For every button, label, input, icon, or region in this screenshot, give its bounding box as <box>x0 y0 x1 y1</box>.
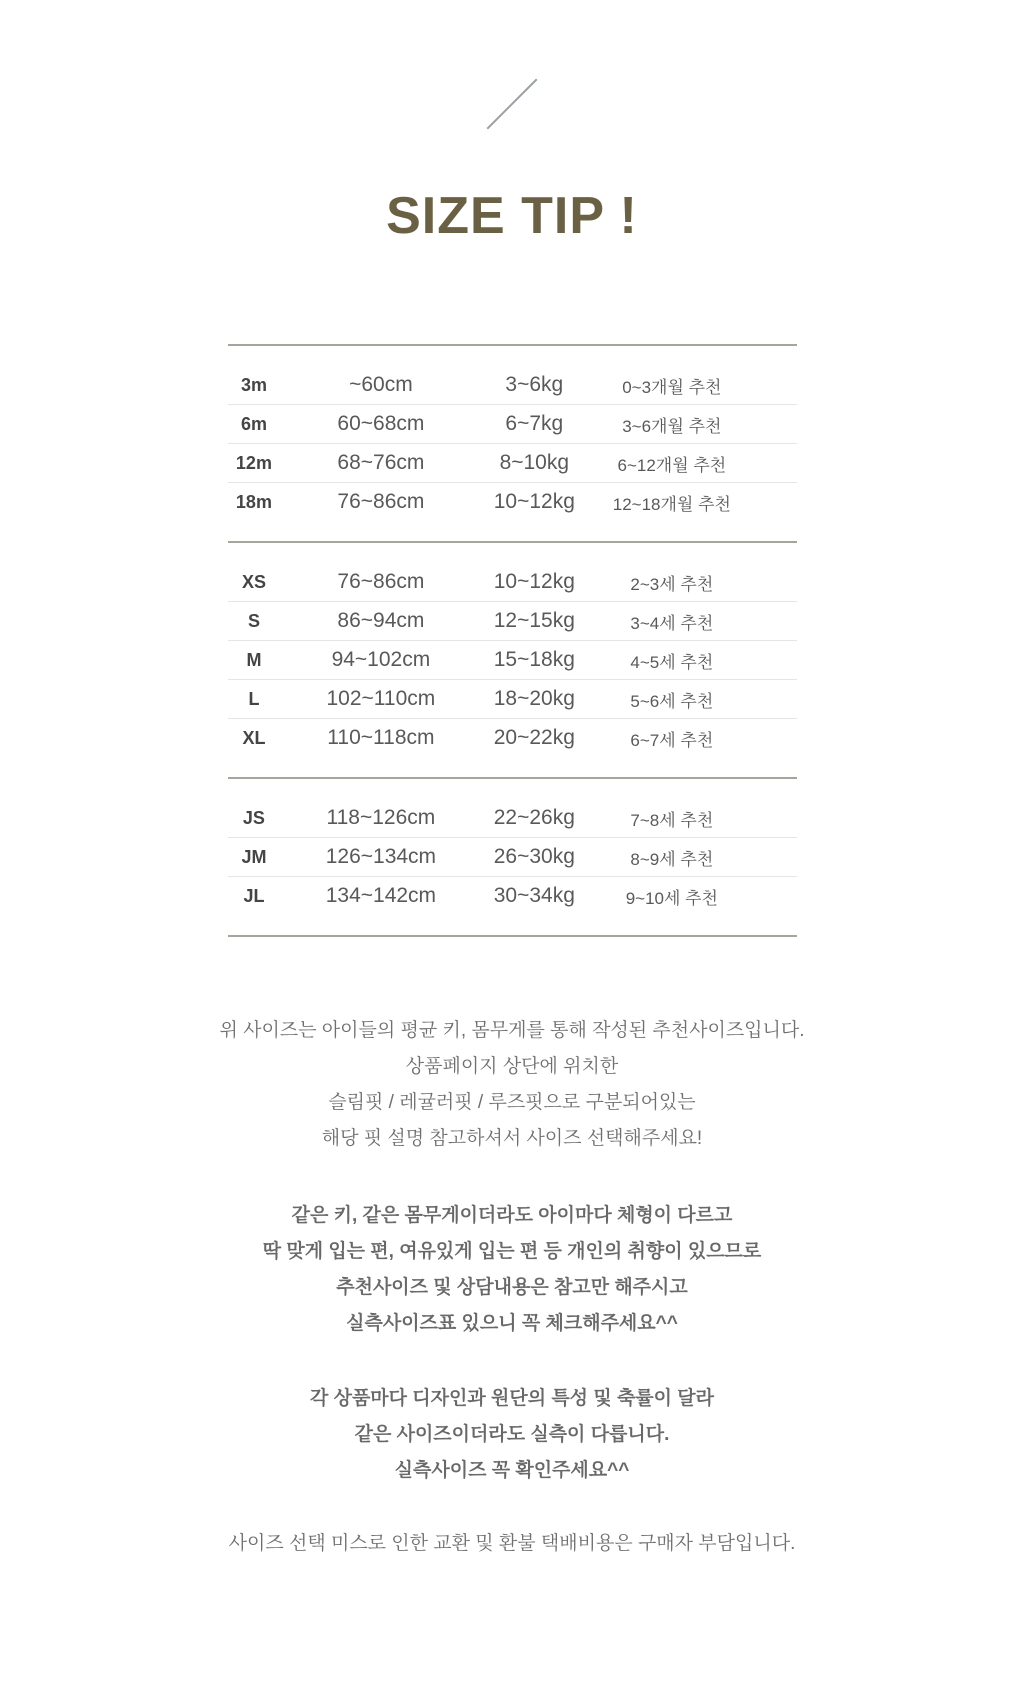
note-line: 같은 사이즈이더라도 실측이 다릅니다. <box>354 1424 670 1445</box>
size-row <box>228 799 797 837</box>
weight-range: 22~26kg <box>493 806 575 829</box>
height-range: 94~102cm <box>331 648 431 671</box>
size-label: S <box>247 610 260 631</box>
size-label: 18m <box>235 491 272 512</box>
note-line: 실측사이즈표 있으니 꼭 체크해주세요^^ <box>346 1313 678 1334</box>
size-label: XL <box>242 727 266 748</box>
size-table <box>228 344 797 937</box>
height-range: 118~126cm <box>326 806 436 829</box>
diagonal-slash-icon <box>0 78 1024 130</box>
size-label: XS <box>241 571 266 592</box>
size-label: JS <box>242 807 265 828</box>
size-row <box>228 443 797 482</box>
size-label: M <box>246 649 262 670</box>
height-range: ~60cm <box>349 373 413 396</box>
age-recommendation: 7~8세 추천 <box>630 810 714 830</box>
weight-range: 15~18kg <box>493 648 575 671</box>
size-row <box>228 640 797 679</box>
size-row <box>228 482 797 521</box>
age-recommendation: 4~5세 추천 <box>630 652 714 672</box>
height-range: 86~94cm <box>337 609 425 632</box>
height-range: 110~118cm <box>327 726 435 749</box>
weight-range: 18~20kg <box>493 687 575 710</box>
size-row <box>228 837 797 876</box>
note-line: 각 상품마다 디자인과 원단의 특성 및 축률이 달라 <box>309 1388 715 1409</box>
weight-range: 6~7kg <box>505 412 564 435</box>
size-row <box>228 601 797 640</box>
note-line: 추천사이즈 및 상담내용은 참고만 해주시고 <box>336 1277 688 1298</box>
height-range: 76~86cm <box>337 490 425 513</box>
weight-range: 30~34kg <box>493 884 575 907</box>
footer-note: 사이즈 선택 미스로 인한 교환 및 환불 택배비용은 구매자 부담입니다. <box>228 1533 796 1554</box>
notes-paragraph-measurement <box>0 1381 1024 1489</box>
note-line: 실측사이즈 꼭 확인주세요^^ <box>394 1460 630 1481</box>
weight-range: 26~30kg <box>493 845 575 868</box>
size-label: L <box>248 688 260 709</box>
size-row <box>228 679 797 718</box>
size-label: 12m <box>235 452 272 473</box>
size-row <box>228 404 797 443</box>
note-line: 해당 핏 설명 참고하셔서 사이즈 선택해주세요! <box>321 1128 703 1149</box>
weight-range: 12~15kg <box>493 609 575 632</box>
age-recommendation: 6~12개월 추천 <box>617 455 727 475</box>
height-range: 76~86cm <box>337 570 425 593</box>
height-range: 60~68cm <box>337 412 425 435</box>
age-recommendation: 3~6개월 추천 <box>622 416 722 436</box>
height-range: 134~142cm <box>325 884 437 907</box>
size-table-section-baby <box>228 344 797 541</box>
note-line: 같은 키, 같은 몸무게이더라도 아이마다 체형이 다르고 <box>291 1205 733 1226</box>
weight-range: 20~22kg <box>493 726 575 749</box>
age-recommendation: 3~4세 추천 <box>630 613 714 633</box>
age-recommendation: 12~18개월 추천 <box>612 494 731 514</box>
age-recommendation: 9~10세 추천 <box>625 888 718 908</box>
note-line: 위 사이즈는 아이들의 평균 키, 몸무게를 통해 작성된 추천사이즈입니다. <box>219 1020 805 1041</box>
size-label: JL <box>243 885 265 906</box>
size-label: JM <box>241 846 267 867</box>
size-row <box>228 718 797 757</box>
notes-section <box>0 1013 1024 1562</box>
weight-range: 10~12kg <box>493 570 575 593</box>
page-title: SIZE TIP ! <box>386 187 638 245</box>
note-line: 딱 맞게 입는 편, 여유있게 입는 편 등 개인의 취향이 있으므로 <box>262 1241 762 1262</box>
notes-paragraph-fit-guide <box>0 1013 1024 1157</box>
height-range: 126~134cm <box>325 845 437 868</box>
size-label: 3m <box>240 374 267 395</box>
weight-range: 8~10kg <box>499 451 570 474</box>
notes-paragraph-preference <box>0 1198 1024 1342</box>
age-recommendation: 2~3세 추천 <box>630 574 714 594</box>
note-line: 상품페이지 상단에 위치한 <box>405 1056 619 1077</box>
weight-range: 3~6kg <box>505 373 564 396</box>
size-row <box>228 366 797 404</box>
age-recommendation: 5~6세 추천 <box>630 691 714 711</box>
age-recommendation: 0~3개월 추천 <box>622 377 722 397</box>
weight-range: 10~12kg <box>493 490 575 513</box>
size-table-section-junior <box>228 777 797 937</box>
age-recommendation: 8~9세 추천 <box>630 849 714 869</box>
height-range: 68~76cm <box>337 451 425 474</box>
size-row <box>228 563 797 601</box>
size-label: 6m <box>240 413 267 434</box>
note-line: 슬림핏 / 레귤러핏 / 루즈핏으로 구분되어있는 <box>328 1092 696 1113</box>
age-recommendation: 6~7세 추천 <box>630 730 714 750</box>
height-range: 102~110cm <box>326 687 436 710</box>
size-row <box>228 876 797 915</box>
size-table-section-kids <box>228 541 797 777</box>
